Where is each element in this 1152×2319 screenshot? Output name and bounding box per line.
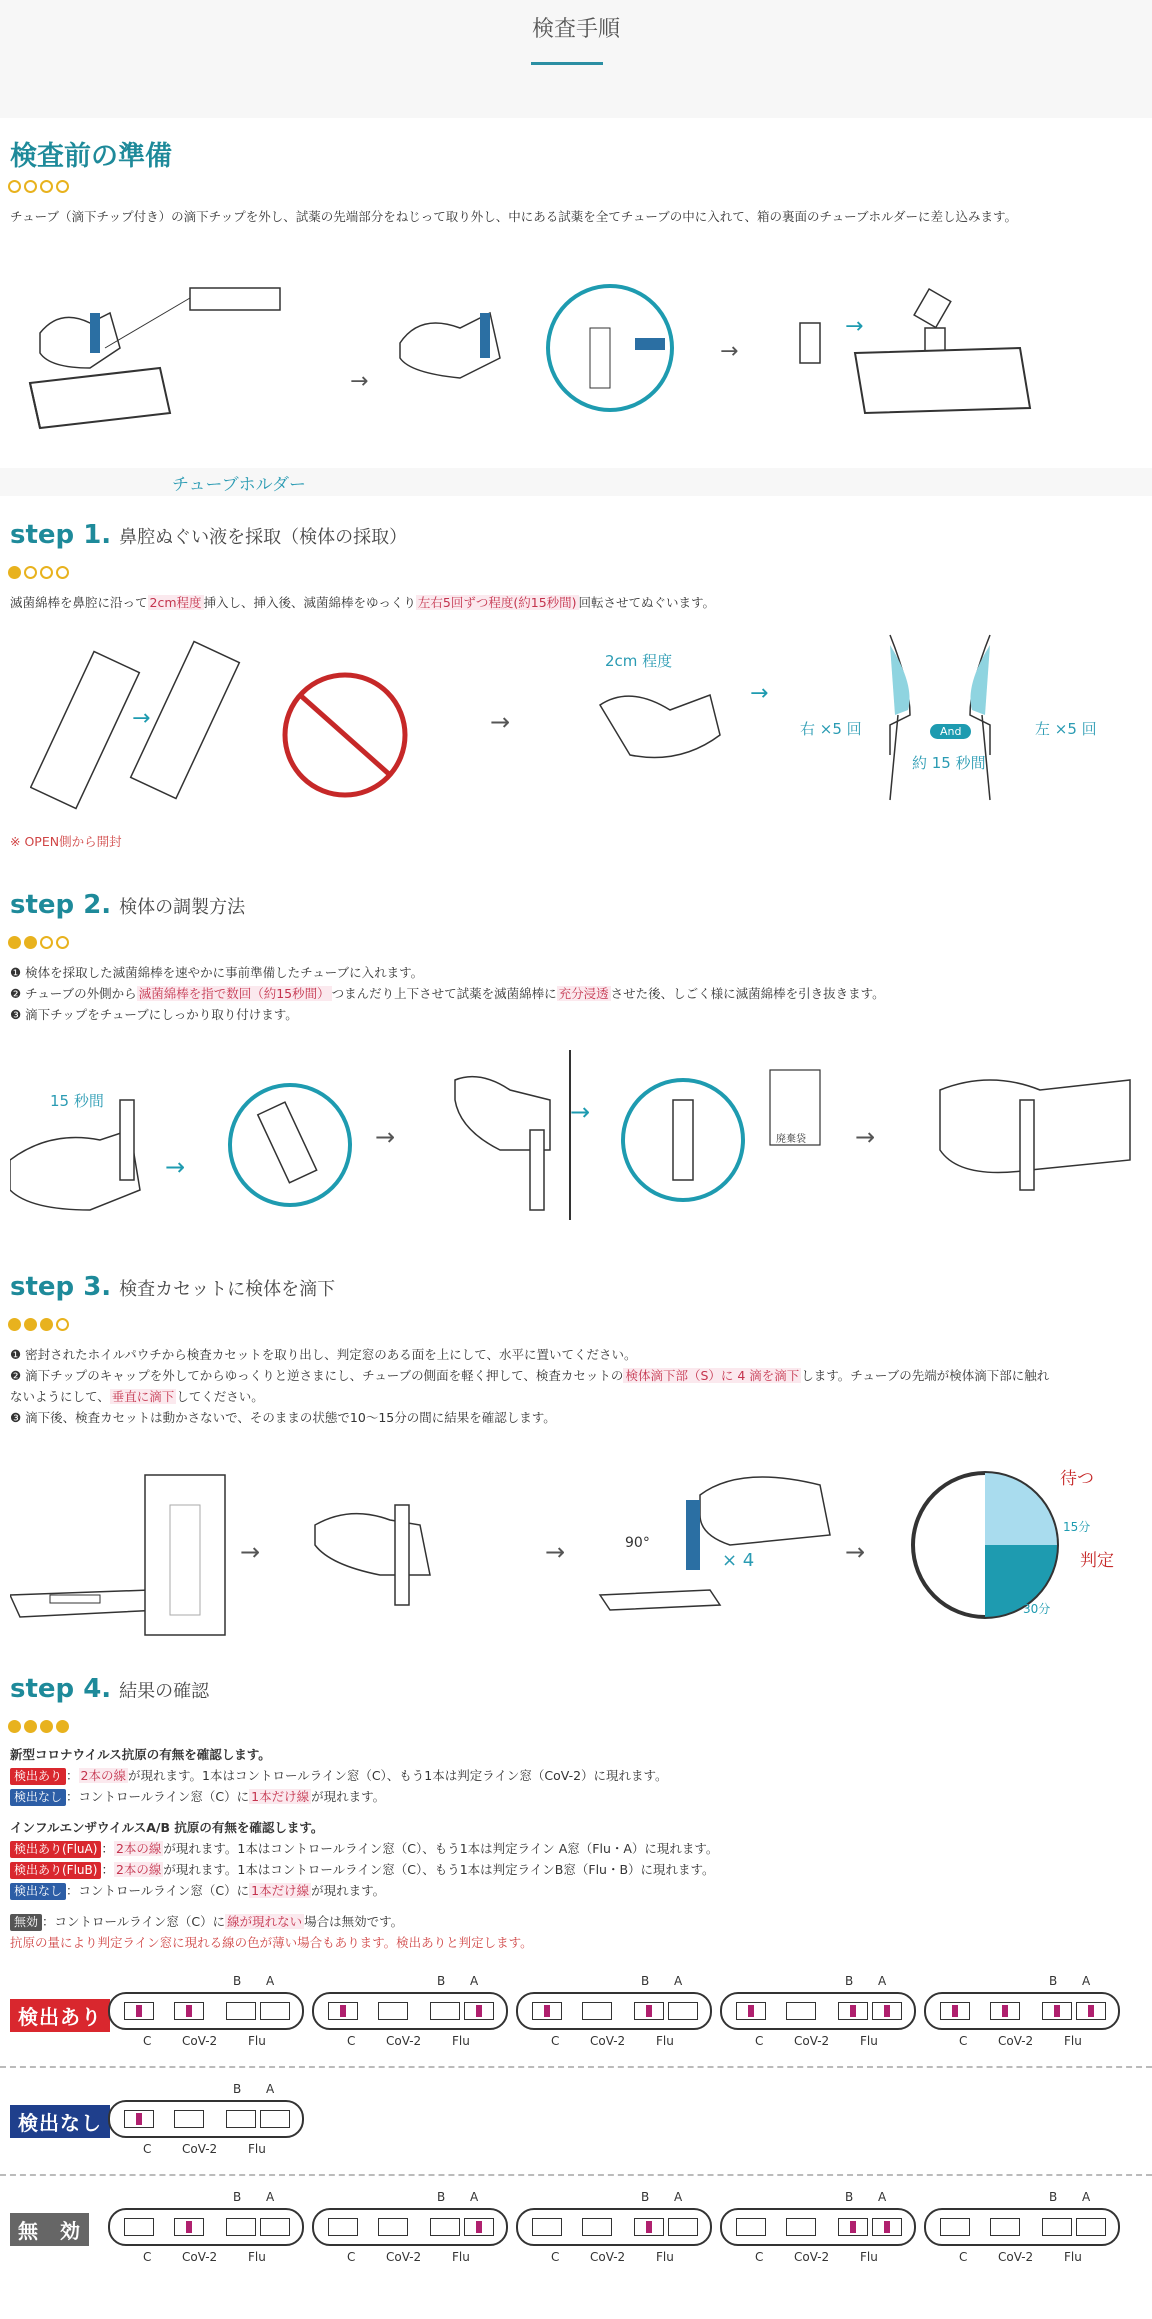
- cassette-label: C: [347, 2250, 356, 2264]
- cassette-label: CoV-2: [794, 2034, 830, 2048]
- result-window: [226, 2110, 256, 2128]
- step3-90-label: 90°: [625, 1535, 650, 1551]
- cassette-label: C: [755, 2250, 764, 2264]
- neg2-a: ：コントロールライン窓（C）に: [66, 1883, 250, 1898]
- step3-l2-c: ないようにして、: [10, 1389, 110, 1404]
- svg-text:→: →: [375, 1123, 396, 1151]
- cassette-label: CoV-2: [182, 2142, 218, 2156]
- step3-wait-label: 待つ: [1060, 1469, 1094, 1489]
- test-cassette: [108, 2208, 304, 2246]
- cassette-label: Flu: [248, 2142, 266, 2156]
- result-window: [226, 2218, 256, 2236]
- cassette-label: CoV-2: [590, 2034, 626, 2048]
- result-line: [1054, 2005, 1060, 2017]
- step1-and-label: And: [930, 724, 971, 739]
- fluA-a: ：: [101, 1841, 114, 1856]
- fluB-b: が現れます。1本はコントロールライン窓（C）、もう1本は判定ラインB窓（Flu・B）に現れます。: [163, 1862, 715, 1877]
- step2-dots: [8, 932, 72, 951]
- step2-illustration: [10, 1040, 1140, 1240]
- step1-text-a: 滅菌綿棒を鼻腔に沿って: [10, 595, 148, 610]
- cassette-label: B: [233, 2190, 242, 2204]
- result-window: [430, 2002, 460, 2020]
- result-window: [990, 2218, 1020, 2236]
- cassette-label: Flu: [860, 2034, 878, 2048]
- step3-line2: [10, 1365, 1145, 1407]
- step1-hl-2cm: 2cm程度: [149, 595, 202, 610]
- step1-2cm-label: 2cm 程度: [605, 652, 673, 670]
- step2-text: [10, 962, 1140, 1025]
- row-negative-tag: 検出なし: [10, 2105, 110, 2138]
- result-line: [136, 2005, 142, 2017]
- cassette-label: B: [233, 2082, 242, 2096]
- svg-text:→: →: [350, 369, 369, 394]
- tag-negative-flu: 検出なし: [10, 1883, 66, 1900]
- cassette-label: A: [674, 1974, 683, 1988]
- cassette-label: A: [674, 2190, 683, 2204]
- test-cassette: [108, 1992, 304, 2030]
- prep-dots: [8, 176, 72, 195]
- cassette-label: B: [437, 1974, 446, 1988]
- result-window: [174, 2218, 204, 2236]
- prep-card: [0, 118, 1152, 495]
- step1-text-c: 回転させてぬぐいます。: [578, 595, 716, 610]
- cassette-label: B: [845, 1974, 854, 1988]
- test-cassette: [924, 2208, 1120, 2246]
- tag-fluB: 検出あり(FluB): [10, 1862, 101, 1879]
- cassette-label: B: [437, 2190, 446, 2204]
- cassette-label: CoV-2: [386, 2250, 422, 2264]
- title-underline: [531, 62, 603, 65]
- cassette-label: CoV-2: [998, 2250, 1034, 2264]
- result-window: [464, 2218, 494, 2236]
- step3-dots: [8, 1314, 72, 1333]
- result-window: [940, 2218, 970, 2236]
- result-window: [634, 2218, 664, 2236]
- result-line: [884, 2005, 890, 2017]
- cassette-label: A: [470, 2190, 479, 2204]
- result-window: [328, 2002, 358, 2020]
- step2-heading: [10, 890, 245, 920]
- step3-line1: ❶ 密封されたホイルパウチから検査カセットを取り出し、判定窓のある面を上にして、水平に置いてください。: [10, 1347, 637, 1362]
- step2-l2-c: させた後、しごく様に滅菌綿棒を引き抜きます。: [610, 986, 885, 1001]
- step4-text: [10, 1744, 1145, 1953]
- result-line: [952, 2005, 958, 2017]
- cassette-label: Flu: [1064, 2250, 1082, 2264]
- tag-fluA: 検出あり(FluA): [10, 1841, 101, 1858]
- result-line: [544, 2005, 550, 2017]
- test-cassette: [516, 2208, 712, 2246]
- svg-text:→: →: [845, 1538, 866, 1566]
- result-line: [646, 2005, 652, 2017]
- step3-heading: [10, 1272, 335, 1302]
- step3-judge-label: 判定: [1080, 1551, 1114, 1571]
- result-window: [532, 2218, 562, 2236]
- result-window: [838, 2002, 868, 2020]
- cassette-label: C: [143, 2034, 152, 2048]
- result-window: [260, 2002, 290, 2020]
- step3-l2-d: してください。: [176, 1389, 264, 1404]
- result-line: [884, 2221, 890, 2233]
- cassette-label: CoV-2: [386, 2034, 422, 2048]
- cassette-label: Flu: [452, 2250, 470, 2264]
- step2-line2: [10, 983, 1140, 1004]
- step2-line1: ❶ 検体を採取した滅菌綿棒を速やかに事前準備したチューブに入れます。: [10, 965, 424, 980]
- result-window: [226, 2002, 256, 2020]
- result-line: [1088, 2005, 1094, 2017]
- row-invalid-tag: 無 効: [10, 2213, 89, 2246]
- result-line: [476, 2221, 482, 2233]
- step4-invalid: [10, 1911, 1145, 1932]
- result-window: [940, 2002, 970, 2020]
- step4-label: step 4.: [10, 1674, 112, 1704]
- result-window: [1042, 2218, 1072, 2236]
- cassette-label: A: [470, 1974, 479, 1988]
- cassette-label: Flu: [248, 2250, 266, 2264]
- step4-covid-neg: [10, 1786, 1145, 1807]
- tag-negative: 検出なし: [10, 1789, 66, 1806]
- separator-2: [0, 2174, 1152, 2176]
- tube-holder-label: チューブホルダー: [172, 475, 306, 495]
- cassette-label: CoV-2: [794, 2250, 830, 2264]
- cassette-label: C: [959, 2250, 968, 2264]
- covid-pos-a: ：: [66, 1768, 79, 1783]
- step3-text: [10, 1344, 1145, 1428]
- result-window: [174, 2110, 204, 2128]
- cassette-label: A: [1082, 1974, 1091, 1988]
- step1-text: [10, 592, 1140, 613]
- neg2-hl: 1本だけ線: [251, 1883, 310, 1898]
- test-cassette: [312, 2208, 508, 2246]
- step1-hl-rotate: 左右5回ずつ程度(約15秒間): [417, 595, 577, 610]
- result-window: [990, 2002, 1020, 2020]
- cassette-label: B: [641, 1974, 650, 1988]
- cassette-label: CoV-2: [182, 2034, 218, 2048]
- cassette-label: B: [845, 2190, 854, 2204]
- cassette-label: A: [266, 2190, 275, 2204]
- step2-l2-a: ❷ チューブの外側から: [10, 986, 137, 1001]
- step3-line3: ❸ 滴下後、検査カセットは動かさないで、そのままの状態で10〜15分の間に結果を確認します。: [10, 1410, 556, 1425]
- step2-l2-b: つまんだり上下させて試薬を滅菌綿棒に: [331, 986, 557, 1001]
- result-window: [174, 2002, 204, 2020]
- result-window: [464, 2002, 494, 2020]
- inv-hl: 線が現れない: [227, 1914, 303, 1929]
- step2-l2-hl1: 滅菌綿棒を指で数回（約15秒間）: [138, 986, 330, 1001]
- cassette-label: A: [878, 2190, 887, 2204]
- svg-text:→: →: [855, 1123, 876, 1151]
- cassette-label: Flu: [860, 2250, 878, 2264]
- result-window: [328, 2218, 358, 2236]
- step4-fluA: [10, 1838, 1145, 1859]
- cassette-label: Flu: [656, 2034, 674, 2048]
- result-line: [1002, 2005, 1008, 2017]
- cassette-label: C: [347, 2034, 356, 2048]
- covid-neg-b: が現れます。: [311, 1789, 386, 1804]
- row-positive-tag: 検出あり: [10, 1999, 110, 2032]
- cassette-label: A: [266, 1974, 275, 1988]
- cassette-label: C: [755, 2034, 764, 2048]
- step3-15-label: 15分: [1063, 1520, 1091, 1534]
- fluB-hl: 2本の線: [115, 1862, 162, 1877]
- result-window: [532, 2002, 562, 2020]
- step1-illustration: [30, 625, 1140, 810]
- result-window: [736, 2002, 766, 2020]
- svg-text:→: →: [132, 706, 151, 731]
- test-cassette: [516, 1992, 712, 2030]
- test-cassette: [108, 2100, 304, 2138]
- result-window: [668, 2218, 698, 2236]
- step3-title: 検査カセットに検体を滴下: [119, 1279, 336, 1300]
- result-window: [378, 2218, 408, 2236]
- step1-time-label: 約 15 秒間: [912, 754, 986, 772]
- step4-flu-neg: [10, 1880, 1145, 1901]
- cassette-label: Flu: [1064, 2034, 1082, 2048]
- cassette-label: C: [551, 2034, 560, 2048]
- prep-heading: 検査前の準備: [10, 141, 172, 172]
- svg-text:→: →: [545, 1538, 566, 1566]
- result-window: [634, 2002, 664, 2020]
- result-window: [1076, 2002, 1106, 2020]
- test-cassette: [720, 2208, 916, 2246]
- result-window: [786, 2218, 816, 2236]
- step4-covid-heading: 新型コロナウイルス抗原の有無を確認します。: [10, 1747, 271, 1762]
- test-cassette: [924, 1992, 1120, 2030]
- step2-title: 検体の調製方法: [119, 897, 246, 918]
- step4-title: 結果の確認: [119, 1681, 210, 1702]
- step3-x4-label: × 4: [722, 1550, 755, 1571]
- fluB-a: ：: [101, 1862, 114, 1877]
- result-window: [1042, 2002, 1072, 2020]
- step1-text-b: 挿入し、挿入後、滅菌綿棒をゆっくり: [203, 595, 416, 610]
- covid-pos-b: が現れます。1本はコントロールライン窓（C）、もう1本は判定ライン窓（CoV-2）に現れます。: [127, 1768, 668, 1783]
- result-window: [872, 2218, 902, 2236]
- svg-text:→: →: [490, 708, 511, 736]
- row-positive: [0, 1970, 1152, 2050]
- result-line: [186, 2005, 192, 2017]
- svg-text:→: →: [165, 1153, 186, 1181]
- cassette-label: A: [1082, 2190, 1091, 2204]
- result-window: [582, 2002, 612, 2020]
- step4-dots: [8, 1716, 72, 1735]
- result-line: [186, 2221, 192, 2233]
- svg-text:→: →: [845, 314, 864, 339]
- cassette-label: CoV-2: [998, 2034, 1034, 2048]
- prep-text: チューブ（滴下チップ付き）の滴下チップを外し、試薬の先端部分をねじって取り外し、中にある試薬を全てチューブの中に入れて、箱の裏面のチューブホルダーに差し込みます。: [10, 209, 1018, 224]
- svg-text:→: →: [720, 339, 739, 364]
- result-window: [124, 2002, 154, 2020]
- step3-l2-a: ❷ 滴下チップのキャップを外してからゆっくりと逆さまにし、チューブの側面を軽く押して、検査カセットの: [10, 1368, 624, 1383]
- cassette-label: B: [1049, 2190, 1058, 2204]
- result-window: [124, 2110, 154, 2128]
- result-line: [748, 2005, 754, 2017]
- result-line: [850, 2221, 856, 2233]
- step1-dots: [8, 562, 72, 581]
- cassette-label: B: [1049, 1974, 1058, 1988]
- result-window: [260, 2218, 290, 2236]
- row-invalid: [0, 2186, 1152, 2266]
- step1-title: 鼻腔ぬぐい液を採取（検体の採取）: [119, 527, 408, 548]
- covid-pos-hl: 2本の線: [80, 1768, 126, 1783]
- step2-line3: ❸ 滴下チップをチューブにしっかり取り付けます。: [10, 1007, 298, 1022]
- result-window: [736, 2218, 766, 2236]
- test-cassette: [312, 1992, 508, 2030]
- result-line: [136, 2113, 142, 2125]
- step1-left-label: 左 ×5 回: [1035, 720, 1097, 738]
- separator-1: [0, 2066, 1152, 2068]
- step3-l2-b: します。チューブの先端が検体滴下部に触れ: [801, 1368, 1050, 1383]
- cassette-label: Flu: [656, 2250, 674, 2264]
- cassette-label: C: [959, 2034, 968, 2048]
- step4-heading: [10, 1674, 209, 1704]
- step3-label: step 3.: [10, 1272, 112, 1302]
- prep-illustration: [20, 253, 1130, 463]
- result-window: [838, 2218, 868, 2236]
- cassette-label: A: [266, 2082, 275, 2096]
- step4-covid-pos: [10, 1765, 1145, 1786]
- covid-neg-a: ：コントロールライン窓（C）に: [66, 1789, 250, 1804]
- step2-l2-hl2: 充分浸透: [558, 986, 609, 1001]
- result-window: [378, 2002, 408, 2020]
- result-window: [668, 2002, 698, 2020]
- step3-l2-hl2: 垂直に滴下: [111, 1389, 175, 1404]
- cassette-label: Flu: [248, 2034, 266, 2048]
- step3-l2-hl1: 検体滴下部（S）に 4 滴を滴下: [625, 1368, 800, 1383]
- result-window: [260, 2110, 290, 2128]
- step1-right-label: 右 ×5 回: [800, 720, 862, 738]
- result-window: [1076, 2218, 1106, 2236]
- step2-bag-label: 廃棄袋: [776, 1134, 806, 1145]
- result-window: [786, 2002, 816, 2020]
- test-cassette: [720, 1992, 916, 2030]
- step1-label: step 1.: [10, 520, 112, 550]
- step1-note: ※ OPEN側から開封: [10, 834, 122, 849]
- result-window: [582, 2218, 612, 2236]
- step3-illustration: [10, 1445, 1140, 1645]
- row-negative: [0, 2078, 1152, 2158]
- result-line: [340, 2005, 346, 2017]
- step4-fluB: [10, 1859, 1145, 1880]
- fluA-hl: 2本の線: [115, 1841, 162, 1856]
- svg-text:→: →: [570, 1098, 591, 1126]
- result-line: [850, 2005, 856, 2017]
- tag-invalid: 無効: [10, 1914, 42, 1931]
- step2-label: step 2.: [10, 890, 112, 920]
- step4-note: 抗原の量により判定ライン窓に現れる線の色が薄い場合もあります。検出ありと判定します。: [10, 1935, 533, 1950]
- svg-text:→: →: [240, 1538, 261, 1566]
- result-window: [124, 2218, 154, 2236]
- page-title: 検査手順: [531, 17, 620, 42]
- inv-b: 場合は無効です。: [304, 1914, 404, 1929]
- covid-neg-hl: 1本だけ線: [251, 1789, 310, 1804]
- cassette-label: C: [143, 2142, 152, 2156]
- step3-30-label: 30分: [1023, 1602, 1051, 1616]
- inv-a: ：コントロールライン窓（C）に: [42, 1914, 226, 1929]
- result-line: [476, 2005, 482, 2017]
- cassette-label: A: [878, 1974, 887, 1988]
- cassette-label: B: [641, 2190, 650, 2204]
- fluA-b: が現れます。1本はコントロールライン窓（C）、もう1本は判定ライン A窓（Flu・A）に現れます。: [163, 1841, 719, 1856]
- step4-flu-heading: インフルエンザウイルスA/B 抗原の有無を確認します。: [10, 1820, 324, 1835]
- result-line: [646, 2221, 652, 2233]
- result-window: [872, 2002, 902, 2020]
- cassette-label: Flu: [452, 2034, 470, 2048]
- step2-15s-label: 15 秒間: [50, 1092, 104, 1110]
- cassette-label: C: [143, 2250, 152, 2264]
- svg-text:→: →: [750, 681, 769, 706]
- step1-heading: [10, 520, 407, 550]
- result-window: [430, 2218, 460, 2236]
- neg2-b: が現れます。: [311, 1883, 386, 1898]
- cassette-label: CoV-2: [182, 2250, 218, 2264]
- cassette-label: CoV-2: [590, 2250, 626, 2264]
- tag-positive: 検出あり: [10, 1768, 66, 1785]
- cassette-label: C: [551, 2250, 560, 2264]
- cassette-label: B: [233, 1974, 242, 1988]
